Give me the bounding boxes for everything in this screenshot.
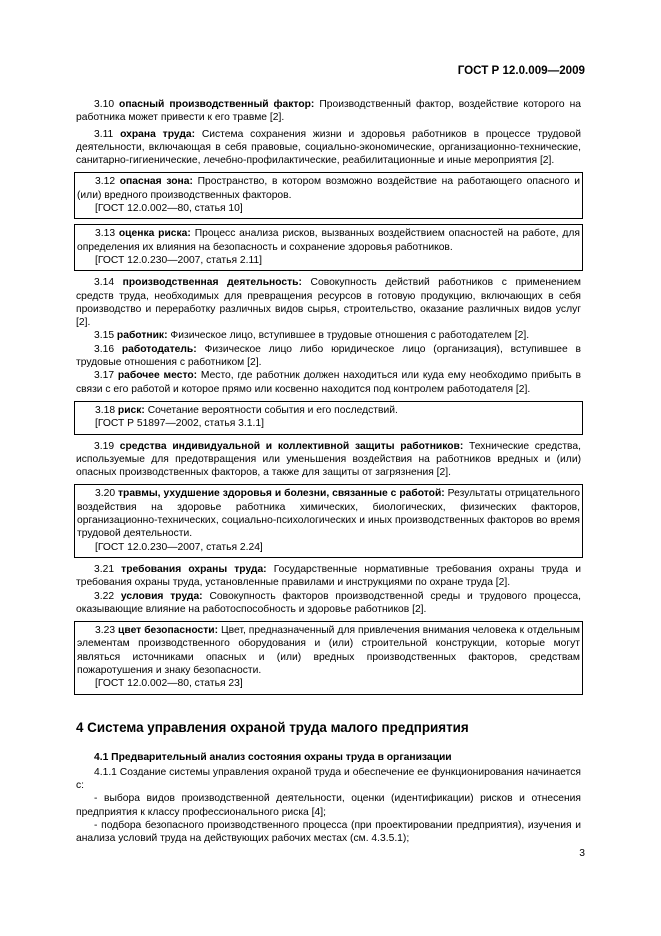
item-number: 3.10 [94,99,115,110]
term: цвет безопасности: [118,625,219,637]
source-reference: [ГОСТ 12.0.230—2007, статья 2.11] [95,254,263,266]
term: работодатель: [121,343,197,355]
definition: Место, где работник должен находиться или куда ему необходимо прибыть в связи с его работой и которое прямо или косвенно находится под контролем работодателя [2]. [76,370,581,395]
definition: Государственные нормативные требования охраны труда и требования охраны труда, установленные правилами и инструкциями по охране труда [2]. [76,563,581,589]
term: средства индивидуальной и коллективной защиты работников: [119,440,464,452]
item-number: 3.13 [95,228,116,240]
term: охрана труда: [120,128,196,140]
boxed-definition-3-18 [74,401,583,435]
item-number: 3.18 [95,404,116,416]
definition-3-14 [76,276,581,329]
definition-3-11 [76,128,581,168]
boxed-definition-3-20 [74,484,583,557]
definition: Пространство, в котором возможно воздействие на работающего опасного и (или) вредного производственных факторов. [77,176,580,201]
term: условия труда: [120,590,203,602]
term: опасная зона: [119,176,193,188]
definition: Физическое лицо, вступившее в трудовые отношения с работодателем [2]. [170,330,530,342]
item-number: 3.23 [95,625,116,637]
item-number: 3.21 [94,563,115,575]
item-number: 3.17 [94,370,115,382]
definition-3-19 [76,440,581,480]
term: рабочее место: [117,370,198,382]
page-number: 3 [579,848,585,859]
term: оценка риска: [118,228,191,240]
list-item: - выбора видов производственной деятельности, оценки (идентификации) рисков и отнесения предприятия к классу профессионального риска [4]; [76,793,581,818]
source-reference: [ГОСТ Р 51897—2002, статья 3.1.1] [95,418,264,430]
definition-3-10 [76,98,581,125]
term: производственная деятельность: [122,277,302,289]
definition: Сочетание вероятности события и его последствий. [147,404,398,416]
boxed-definition-3-12 [74,172,583,219]
definition-3-17 [76,369,581,396]
definition: Совокупность факторов производственной среды и трудового процесса, оказывающие влияние на работоспособность и здоровье работников [2]. [76,590,581,615]
section-heading: 4 Система управления охраной труда малого предприятия [76,719,469,735]
term: работник: [116,330,168,342]
boxed-definition-3-13 [74,224,583,271]
definition-3-22 [76,590,581,617]
definition: Совокупность действий работников с применением средств труда, необходимых для превращения ресурсов в готовую продукцию, включающих в себя производство и переработку различных видов сырья, строительство, оказание различных видов услуг [2]. [76,277,581,329]
item-number: 3.15 [94,330,115,342]
item-number: 3.20 [95,488,116,500]
source-reference: [ГОСТ 12.0.002—80, статья 23] [95,678,243,690]
item-number: 3.19 [94,440,115,452]
definition: Процесс анализа рисков, вызванных воздействием опасностей на работе, для определения их влияния на безопасность и сохранение здоровья работников. [77,228,580,253]
source-reference: [ГОСТ 12.0.002—80, статья 10] [95,203,243,215]
item-number: 3.16 [94,343,115,355]
boxed-definition-3-23 [74,621,583,694]
term: травмы, ухудшение здоровья и болезни, связанные с работой: [118,488,445,500]
list-item: - подбора безопасного производственного процесса (при проектировании предприятия), изучения и анализа условий труда на действующих рабочих местах (см. 4.3.5.1); [76,820,581,845]
subsection-heading: 4.1 Предварительный анализ состояния охраны труда в организации [94,751,452,763]
document-body [76,98,581,846]
definition: Технические средства, используемые для предотвращения или уменьшения воздействия на работников вредных и (или) опасных производственных факторов, а также для защиты от загрязнения [2]. [76,440,581,479]
item-number: 3.14 [94,277,115,289]
definition: Физическое лицо либо юридическое лицо (организация), вступившее в трудовые отношения с работником [2]. [76,343,581,369]
definition: Результаты отрицательного воздействия на здоровье работника химических, биологических, физических факторов, организационно-технических, социально-психологических и иных производственных факторов во время трудовой деятельности. [77,488,580,540]
term: требования охраны труда: [121,563,267,575]
definition: Система сохранения жизни и здоровья работников в процессе трудовой деятельности, включающая в себя правовые, социально-экономические, организационно-технические, санитарно-гигиенические, лечебно-профилактические, реабилитационные и иные мероприятия [2]. [76,128,581,167]
definition: Цвет, предназначенный для привлечения внимания человека к отдельным элементам производственного оборудования и (или) строительной конструкции, которые могут являться источниками опасных и (или) вредных производственных факторов, средствам пожаротушения и знаку безопасности. [77,625,580,676]
item-number: 3.22 [94,590,115,602]
term: риск: [117,404,145,416]
document-header: ГОСТ Р 12.0.009—2009 [457,64,585,77]
source-reference: [ГОСТ 12.0.230—2007, статья 2.24] [95,541,263,553]
item-number: 3.11 [94,128,114,140]
definition-3-16 [76,343,581,370]
paragraph-4-1-1: 4.1.1 Создание системы управления охраной труда и обеспечение ее функционирования начинается с: [76,766,581,792]
item-number: 3.12 [95,176,116,188]
definition-3-15 [76,329,581,342]
term: опасный производственный фактор: [119,99,315,110]
definition-3-21 [76,563,581,590]
definition: Производственный фактор, воздействие которого на работника может привести к его травме [2]. [76,99,581,124]
